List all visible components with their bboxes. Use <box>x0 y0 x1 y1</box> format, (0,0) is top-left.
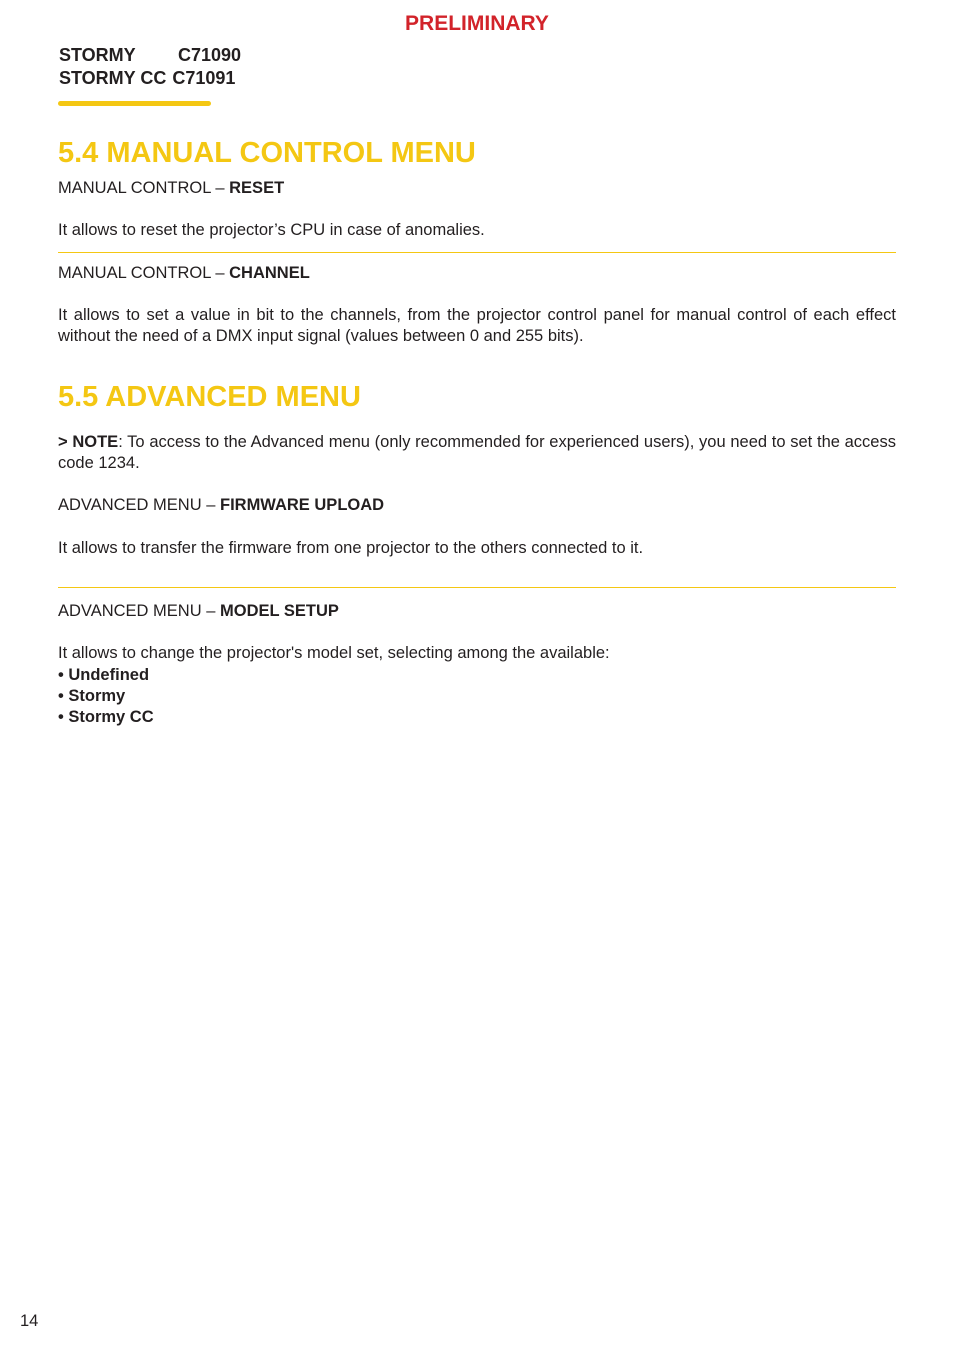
section-divider <box>58 252 896 253</box>
menu-item-heading-firmware-upload <box>58 495 896 516</box>
menu-item-prefix: ADVANCED MENU – <box>58 602 220 620</box>
menu-item-description-reset: It allows to reset the projector’s CPU in case of anomalies. <box>58 221 485 239</box>
menu-item-prefix: MANUAL CONTROL – <box>58 179 230 197</box>
menu-item-label: FIRMWARE UPLOAD <box>219 496 385 514</box>
model-option-stormy-cc: • Stormy CC <box>58 708 154 726</box>
model-option-undefined: • Undefined <box>58 666 150 684</box>
section-title-advanced-menu: 5.5 ADVANCED MENU <box>58 381 361 413</box>
preliminary-status: PRELIMINARY <box>405 12 549 35</box>
menu-item-prefix: MANUAL CONTROL – <box>58 264 230 282</box>
menu-item-description-firmware-upload: It allows to transfer the firmware from one projector to the others connected to it. <box>58 539 644 557</box>
model-row <box>59 67 241 90</box>
menu-item-description-channel: It allows to set a value in bit to the channels, from the projector control panel for manual control of each effect without the need of a DMX input signal (values between 0 and 255 bits). <box>58 306 896 345</box>
model-option-stormy: • Stormy <box>58 687 126 705</box>
menu-item-description-model-setup: It allows to change the projector's model set, selecting among the available: <box>58 644 610 662</box>
model-code: C71090 <box>178 45 242 65</box>
page-number: 14 <box>20 1312 39 1330</box>
menu-item-heading-reset <box>58 178 896 199</box>
model-name: STORMY CC <box>59 68 167 88</box>
menu-item-heading-model-setup <box>58 601 896 622</box>
model-code: C71091 <box>172 68 236 88</box>
section-divider <box>58 587 896 588</box>
model-row <box>59 44 241 67</box>
section-title-manual-control: 5.4 MANUAL CONTROL MENU <box>58 137 476 169</box>
model-list <box>59 44 241 90</box>
header-accent-bar <box>58 101 211 106</box>
menu-item-heading-channel <box>58 263 896 284</box>
menu-item-prefix: ADVANCED MENU – <box>58 496 220 514</box>
menu-item-label: CHANNEL <box>229 264 310 282</box>
note-text: : To access to the Advanced menu (only recommended for experienced users), you need to set the access code 1234. <box>58 433 896 472</box>
note-label: > NOTE <box>58 433 119 451</box>
advanced-access-note <box>58 432 896 474</box>
model-name: STORMY <box>59 45 136 65</box>
menu-item-label: MODEL SETUP <box>219 602 339 620</box>
menu-item-label: RESET <box>229 179 285 197</box>
